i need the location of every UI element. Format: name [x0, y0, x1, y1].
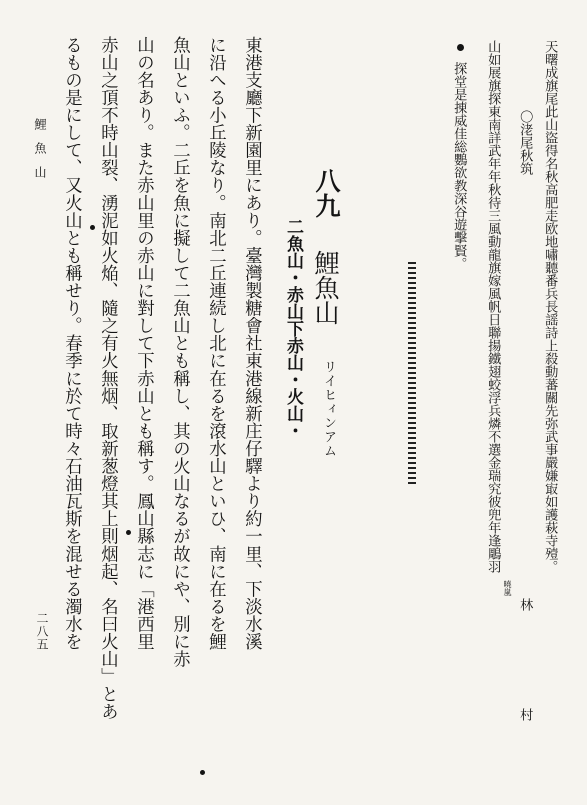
poem-author-name: 林	[517, 598, 533, 611]
poem-line-3: 探堂是㨂威佳総鸚欲教深谷遊擊賢。	[451, 62, 467, 270]
title-reading: リイヒィンアム	[321, 360, 336, 458]
poem-title: 〇㳣尾秋筑	[517, 110, 533, 175]
wavy-divider	[408, 262, 416, 484]
poem-author-name-2: 村	[517, 708, 533, 721]
page-number: 二八五	[35, 612, 49, 651]
article-title: 鯉魚山	[311, 250, 340, 325]
poem-line-1: 天曙成旗尾此山盜得名秋高肥走欧地嘯聽番兵長謡詩上殺動蕃關先弥武事嚴嫌㝡如護萩寺殪。	[542, 40, 558, 573]
poem-author-reading: 曉嵐	[503, 580, 512, 596]
emphasis-dot	[200, 770, 205, 775]
body-line-1: 東港支廳下新園里にあり。臺灣製糖會社東港線新庄仔驛より約一里、下淡水溪	[241, 36, 262, 651]
running-head: 鯉魚山	[33, 118, 47, 190]
body-line-4: 山の名あり。また赤山里の赤山に對して下赤山とも稱す。鳳山縣志に「港西里	[133, 36, 154, 651]
emphasis-dot	[90, 225, 95, 230]
article-number: 八九	[312, 168, 341, 218]
poem-line-2: 山如展旗探東南詳武年年秋待三風動龍旗嫁風帆日聯揚鐵翅蛟浮兵燐不選金瑞究彼兜年逢鵰羽	[485, 40, 501, 573]
body-line-3: 魚山といふ。二丘を魚に擬して二魚山とも稱し、其の火山なるが故にや、別に赤	[169, 36, 190, 668]
body-line-5: 赤山之頂不時山裂、湧泥如火焔、隨之有火無烟、取新葱燈其上則烟起、名曰火山」とあ	[97, 36, 118, 721]
body-line-2: に沿へる小丘陵なり。南北二丘連続し北に在るを滾水山といひ、南に在るを鯉	[205, 36, 226, 651]
emphasis-dot	[126, 530, 131, 535]
body-line-6: るもの是にして、又火山とも稱せり。春季に於て時々石油瓦斯を混せる濁水を	[61, 36, 82, 651]
list-bullet	[457, 44, 464, 51]
article-subtitle: 二魚山・赤山下赤山・火山・	[283, 218, 303, 439]
